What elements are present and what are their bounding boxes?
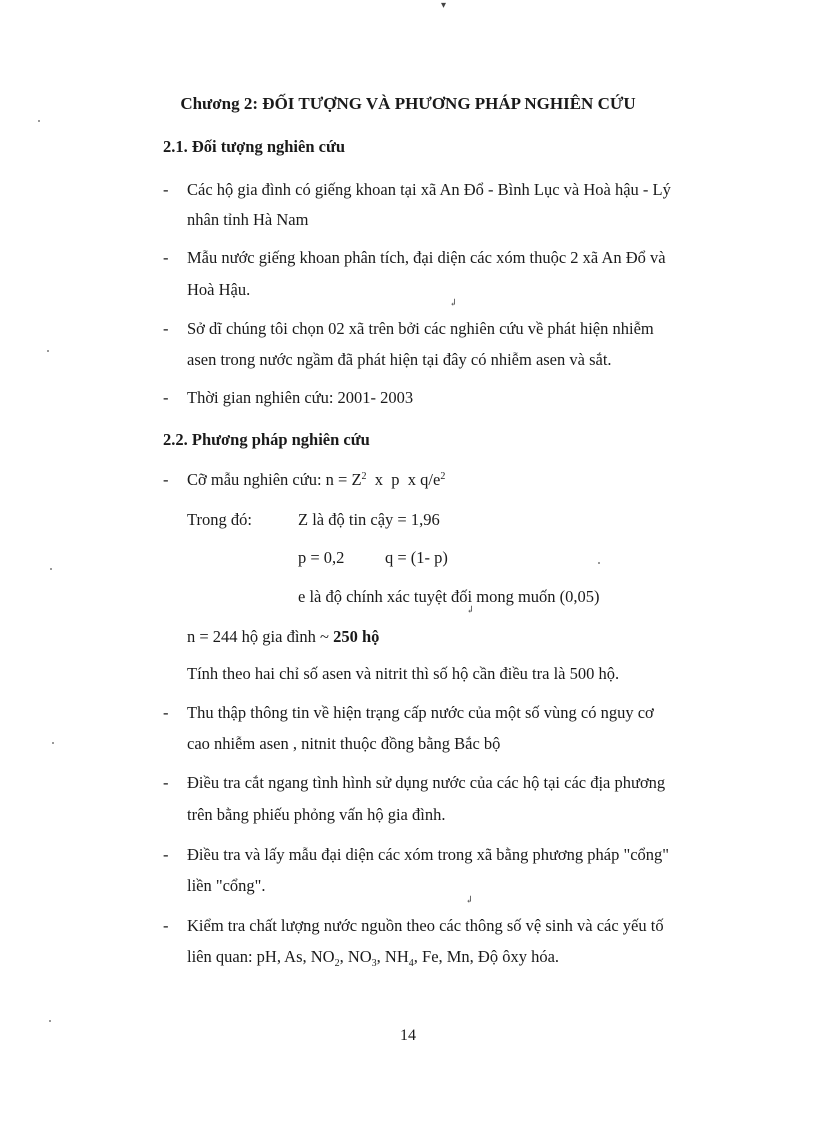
list-item-text: nhân tỉnh Hà Nam bbox=[187, 210, 309, 229]
list-item-text: trên bằng phiếu phỏng vấn hộ gia đình. bbox=[187, 805, 446, 824]
list-item-text: Mẫu nước giếng khoan phân tích, đại diện các xóm thuộc 2 xã An Đổ và bbox=[187, 248, 666, 267]
list-item-text: Điều tra và lấy mẫu đại diện các xóm trong xã bằng phương pháp "cổng" bbox=[187, 845, 669, 864]
p-value: p = 0,2 bbox=[298, 548, 345, 567]
parameter-list bbox=[187, 947, 559, 967]
section-heading-2-1: 2.1. Đối tượng nghiên cứu bbox=[163, 137, 346, 156]
e-definition: e là độ chính xác tuyệt đối mong muốn (0,05) bbox=[298, 587, 600, 606]
list-item-text: Điều tra cắt ngang tình hình sử dụng nước của các hộ tại các địa phương bbox=[187, 773, 666, 792]
bullet: - bbox=[163, 180, 169, 199]
list-item-text: Thu thập thông tin về hiện trạng cấp nước của một số vùng có nguy cơ bbox=[187, 703, 654, 722]
scan-mark: ▾ bbox=[441, 0, 447, 11]
param-sub: 3 bbox=[371, 958, 377, 969]
param-text: , NO bbox=[339, 947, 372, 966]
scan-speck bbox=[38, 120, 40, 122]
bullet: - bbox=[163, 845, 169, 864]
list-item-text: cao nhiễm asen , nitnit thuộc đồng bằng Bắc bộ bbox=[187, 734, 501, 753]
param-text: liên quan: pH, As, NO bbox=[187, 947, 335, 966]
scan-mark: ↲ bbox=[449, 298, 458, 309]
bullet: - bbox=[163, 703, 169, 722]
bullet: - bbox=[163, 773, 169, 792]
q-value: q = (1- p) bbox=[385, 548, 448, 567]
scan-speck bbox=[52, 742, 54, 744]
where-label: Trong đó: bbox=[187, 510, 252, 529]
page-number: 14 bbox=[400, 1027, 416, 1044]
n-result bbox=[187, 627, 379, 647]
bullet: - bbox=[163, 916, 169, 935]
param-text: , Fe, Mn, Độ ôxy hóa. bbox=[413, 947, 560, 966]
bullet: - bbox=[163, 470, 169, 489]
list-item-text: Các hộ gia đình có giếng khoan tại xã An Đổ - Bình Lục và Hoà hậu - Lý bbox=[187, 180, 671, 199]
list-item-text: asen trong nước ngầm đã phát hiện tại đây có nhiễm asen và sắt. bbox=[187, 350, 612, 369]
bullet: - bbox=[163, 248, 169, 267]
scan-speck bbox=[47, 350, 49, 352]
scan-mark: ↲ bbox=[466, 605, 475, 616]
n-result-text: n = 244 hộ gia đình ~ bbox=[187, 627, 334, 646]
param-sub: 4 bbox=[408, 958, 414, 969]
formula-middle: x p x q/e bbox=[366, 470, 441, 489]
formula-sup: 2 bbox=[440, 471, 446, 482]
sample-size-formula bbox=[187, 470, 445, 490]
section-heading-2-2: 2.2. Phương pháp nghiên cứu bbox=[163, 430, 370, 449]
param-sub: 2 bbox=[334, 958, 340, 969]
formula-prefix: Cỡ mẫu nghiên cứu: n = Z bbox=[187, 470, 362, 489]
chapter-title: Chương 2: ĐỐI TƯỢNG VÀ PHƯƠNG PHÁP NGHIÊN CỨU bbox=[180, 94, 636, 113]
list-item-text: Thời gian nghiên cứu: 2001- 2003 bbox=[187, 388, 414, 407]
scan-speck bbox=[50, 568, 52, 570]
list-item-text: Sở dĩ chúng tôi chọn 02 xã trên bởi các nghiên cứu về phát hiện nhiễm bbox=[187, 319, 654, 338]
z-definition: Z là độ tin cậy = 1,96 bbox=[298, 510, 440, 529]
formula-sup: 2 bbox=[361, 471, 367, 482]
list-item-text: Kiểm tra chất lượng nước nguồn theo các thông số vệ sinh và các yếu tố bbox=[187, 916, 664, 935]
scan-mark: ↲ bbox=[465, 895, 474, 906]
list-item-text: liền "cổng". bbox=[187, 876, 266, 895]
bullet: - bbox=[163, 388, 169, 407]
scan-speck bbox=[49, 1020, 51, 1022]
n-result-bold: 250 hộ bbox=[333, 627, 380, 646]
bullet: - bbox=[163, 319, 169, 338]
list-item-text: Hoà Hậu. bbox=[187, 280, 251, 299]
scan-speck bbox=[598, 562, 600, 564]
param-text: , NH bbox=[376, 947, 409, 966]
total-households: Tính theo hai chỉ số asen và nitrit thì số hộ cần điều tra là 500 hộ. bbox=[187, 664, 620, 683]
